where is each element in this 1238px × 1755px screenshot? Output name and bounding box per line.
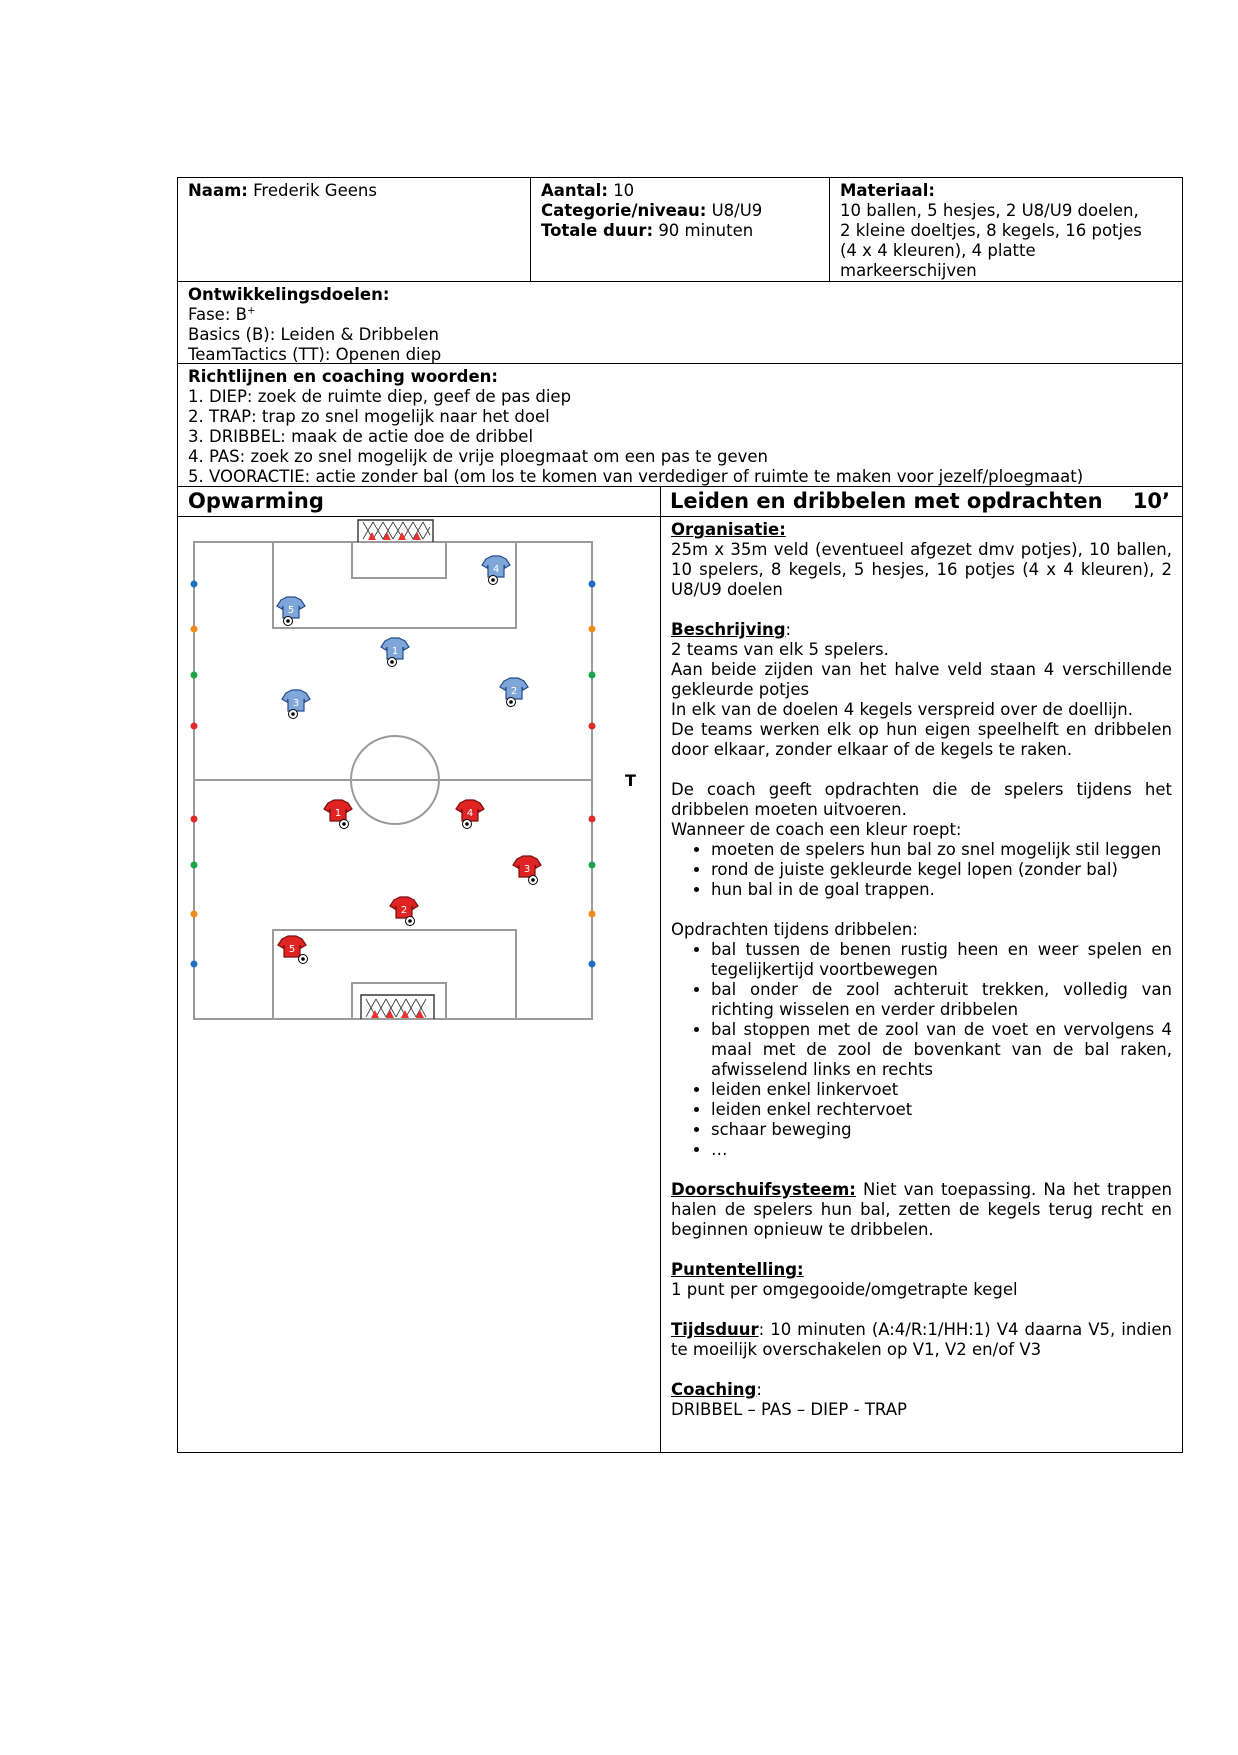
list-item: • bal onder de zool achteruit trekken, volledig van richting wisselen en verder dribbelen <box>711 980 1172 1020</box>
marker-dot-orange <box>191 911 198 918</box>
table-border-top <box>177 177 1183 178</box>
player-red-5 <box>278 936 308 964</box>
field-diagram <box>178 517 660 1037</box>
marker-dot-orange <box>191 626 198 633</box>
goal-area-top <box>352 542 446 578</box>
player-blue-3 <box>282 690 310 719</box>
marker-dot-blue <box>191 581 198 588</box>
tijd-title: Tijdsduur <box>671 1320 759 1339</box>
org-text: 25m x 35m veld (eventueel afgezet dmv potjes), 10 ballen, 10 spelers, 8 kegels, 5 hesjes, 16 potjes (4 x 4 kleuren), 2 U8/U9 doelen <box>671 540 1172 599</box>
player-number: 5 <box>287 605 295 616</box>
fase-sup: + <box>246 305 256 317</box>
doelen-title: Ontwikkelingsdoelen: <box>188 285 390 304</box>
materiaal-line: (4 x 4 kleuren), 4 platte <box>840 241 1036 260</box>
description-cell: Organisatie: 25m x 35m veld (eventueel afgezet dmv potjes), 10 ballen, 10 spelers, 8 kegels, 5 hesjes, 16 potjes (4 x 4 kleuren), 2 U8/U9 doelen Beschrijving: 2 teams van elk 5 spelers. Aan beide zijden van het halve veld staan 4 verschillende gekleurde potjes In elk van de doelen 4 kegels verspreid over de doellijn. De teams werken elk op hun eigen speelhelft en dribbelen door elkaar, zonder elkaar of de kegels te raken. De coach geeft opdrachten die de spelers tijdens het dribbelen moeten uitvoeren. Wanneer de coach een kleur roept: • moeten de spelers hun bal zo snel mogelijk stil leggen • rond de juiste gekleurde kegel lopen (zonder bal) • hun bal in de goal trappen. Opdrachten tijdens dribbelen: • bal tussen de benen rustig heen en weer spelen en tegelijkertijd voortbewegen • bal onder de zool achteruit trekken, volledig van richting wisselen en verder dribbelen • bal stoppen met de zool van de voet en vervolgens 4 maal met de zool de bovenkant van de bal raken, afwisselend links en rechts • leiden enkel linkervoet • leiden enkel rechtervoet • schaar beweging • … Doorschuifsysteem: Niet van toepassing. Na het trappen halen de spelers hun bal, zetten de kegels terug recht en beginnen opnieuw te dribbelen. Puntentelling: 1 punt per omgegooide/omgetrapte kegel Tijdsduur: 10 minuten (A:4/R:1/HH:1) V4 daarna V5, indien te moeilijk overschakelen op V1, V2 en/of V3 Coaching: DRIBBEL – PAS – DIEP - TRAP <box>661 518 1182 1422</box>
materiaal-cell <box>830 179 1182 283</box>
section-left-title: Opwarming <box>188 489 324 513</box>
marker-dot-red <box>191 816 198 823</box>
list-item: • moeten de spelers hun bal zo snel mogelijk stil leggen <box>711 840 1172 860</box>
list-item: • … <box>711 1140 1172 1160</box>
duur-label: Totale duur: <box>541 221 654 240</box>
aantal-cell <box>531 179 829 243</box>
player-number: 2 <box>400 905 408 916</box>
marker-dot-green <box>191 672 198 679</box>
coaching-text: DRIBBEL – PAS – DIEP - TRAP <box>671 1400 907 1419</box>
table-border-bottom <box>177 1452 1183 1453</box>
player-red-4 <box>456 800 484 829</box>
doelen-cell <box>178 283 1182 367</box>
marker-dot-red <box>589 723 596 730</box>
basics-text: Basics (B): Leiden & Dribbelen <box>188 325 439 344</box>
naam-label: Naam: <box>188 181 248 200</box>
marker-dot-red <box>191 723 198 730</box>
player-red-1 <box>324 800 352 829</box>
besch-line: In elk van de doelen 4 kegels verspreid over de doellijn. <box>671 700 1133 719</box>
tt-text: TeamTactics (TT): Openen diep <box>188 345 442 364</box>
materiaal-line: markeerschijven <box>840 261 977 280</box>
list-item: • hun bal in de goal trappen. <box>711 880 1172 900</box>
naam-cell <box>178 179 530 203</box>
coach-intro: De coach geeft opdrachten die de spelers tijdens het dribbelen moeten uitvoeren. <box>671 780 1172 819</box>
player-number: 4 <box>466 808 474 819</box>
richtlijnen-cell <box>178 365 1182 489</box>
richtlijn-item: 1. DIEP: zoek de ruimte diep, geef de pas diep <box>188 387 572 406</box>
tijd-text: : 10 minuten (A:4/R:1/HH:1) V4 daarna V5, indien te moeilijk overschakelen op V1, V2 en/of V3 <box>671 1320 1172 1359</box>
player-number: 3 <box>523 864 531 875</box>
marker-dot-green <box>589 672 596 679</box>
goal-bottom <box>361 995 434 1019</box>
marker-dot-green <box>191 862 198 869</box>
list-item: • leiden enkel linkervoet <box>711 1080 1172 1100</box>
marker-dot-blue <box>589 581 596 588</box>
door-text: Niet van toepassing. Na het trappen halen de spelers hun bal, zetten de kegels terug recht en beginnen opnieuw te dribbelen. <box>671 1180 1172 1239</box>
list-item: • rond de juiste gekleurde kegel lopen (zonder bal) <box>711 860 1172 880</box>
marker-dot-red <box>589 816 596 823</box>
besch-line: 2 teams van elk 5 spelers. <box>671 640 889 659</box>
goal-area-bottom <box>352 983 446 1019</box>
list-item: • bal tussen de benen rustig heen en weer spelen en tegelijkertijd voortbewegen <box>711 940 1172 980</box>
trainer-label: T <box>625 771 636 790</box>
player-blue-5 <box>277 597 305 626</box>
section-right-title: Leiden en dribbelen met opdrachten <box>670 489 1103 513</box>
door-title: Doorschuifsysteem: <box>671 1180 856 1199</box>
player-number: 1 <box>334 808 342 819</box>
player-number: 1 <box>391 646 399 657</box>
marker-dot-green <box>589 862 596 869</box>
opdr-list <box>671 940 1172 1160</box>
besch-line: De teams werken elk op hun eigen speelhelft en dribbelen door elkaar, zonder elkaar of de kegels te raken. <box>671 720 1172 759</box>
section-duration: 10’ <box>1132 489 1170 513</box>
richtlijn-item: 4. PAS: zoek zo snel mogelijk de vrije ploegmaat om een pas te geven <box>188 447 769 466</box>
marker-dot-orange <box>589 911 596 918</box>
player-blue-1 <box>381 638 409 667</box>
aantal-label: Aantal: <box>541 181 608 200</box>
besch-title: Beschrijving <box>671 620 786 639</box>
coaching-title: Coaching <box>671 1380 757 1399</box>
richtlijn-item: 5. VOORACTIE: actie zonder bal (om los te komen van verdediger of ruimte te maken voor jezelf/ploegmaat) <box>188 467 1084 486</box>
punt-text: 1 punt per omgegooide/omgetrapte kegel <box>671 1280 1018 1299</box>
penalty-area-top <box>273 542 516 628</box>
fase-text: Fase: B <box>188 305 247 324</box>
categorie-label: Categorie/niveau: <box>541 201 707 220</box>
richtlijn-item: 2. TRAP: trap zo snel mogelijk naar het doel <box>188 407 550 426</box>
naam-value: Frederik Geens <box>253 181 377 200</box>
player-blue-4 <box>482 556 510 585</box>
list-item: • bal stoppen met de zool van de voet en vervolgens 4 maal met de zool de bovenkant van de bal raken, afwisselend links en rechts <box>711 1020 1172 1080</box>
penalty-area-bottom <box>273 930 516 1019</box>
player-red-3 <box>513 856 541 885</box>
kleur-list <box>671 840 1172 900</box>
besch-line: Aan beide zijden van het halve veld staan 4 verschillende gekleurde potjes <box>671 660 1172 699</box>
categorie-value: U8/U9 <box>711 201 763 220</box>
materiaal-label: Materiaal: <box>840 181 935 200</box>
player-number: 2 <box>510 686 518 697</box>
richtlijn-item: 3. DRIBBEL: maak de actie doe de dribbel <box>188 427 534 446</box>
player-number: 3 <box>292 698 300 709</box>
player-number: 5 <box>288 944 296 955</box>
opdr-intro: Opdrachten tijdens dribbelen: <box>671 920 918 939</box>
list-item: • schaar beweging <box>711 1120 1172 1140</box>
materiaal-line: 10 ballen, 5 hesjes, 2 U8/U9 doelen, <box>840 201 1139 220</box>
materiaal-line: 2 kleine doeltjes, 8 kegels, 16 potjes <box>840 221 1142 240</box>
marker-dot-orange <box>589 626 596 633</box>
org-title: Organisatie: <box>671 520 786 539</box>
table-border-right <box>1182 177 1183 1453</box>
duur-value: 90 minuten <box>658 221 754 240</box>
richtlijnen-title: Richtlijnen en coaching woorden: <box>188 367 498 386</box>
punt-title: Puntentelling: <box>671 1260 804 1279</box>
player-number: 4 <box>492 564 500 575</box>
player-red-2 <box>390 897 418 926</box>
kleur-intro: Wanneer de coach een kleur roept: <box>671 820 962 839</box>
list-item: • leiden enkel rechtervoet <box>711 1100 1172 1120</box>
marker-dot-blue <box>589 961 596 968</box>
player-blue-2 <box>500 678 528 707</box>
aantal-value: 10 <box>613 181 635 200</box>
marker-dot-blue <box>191 961 198 968</box>
